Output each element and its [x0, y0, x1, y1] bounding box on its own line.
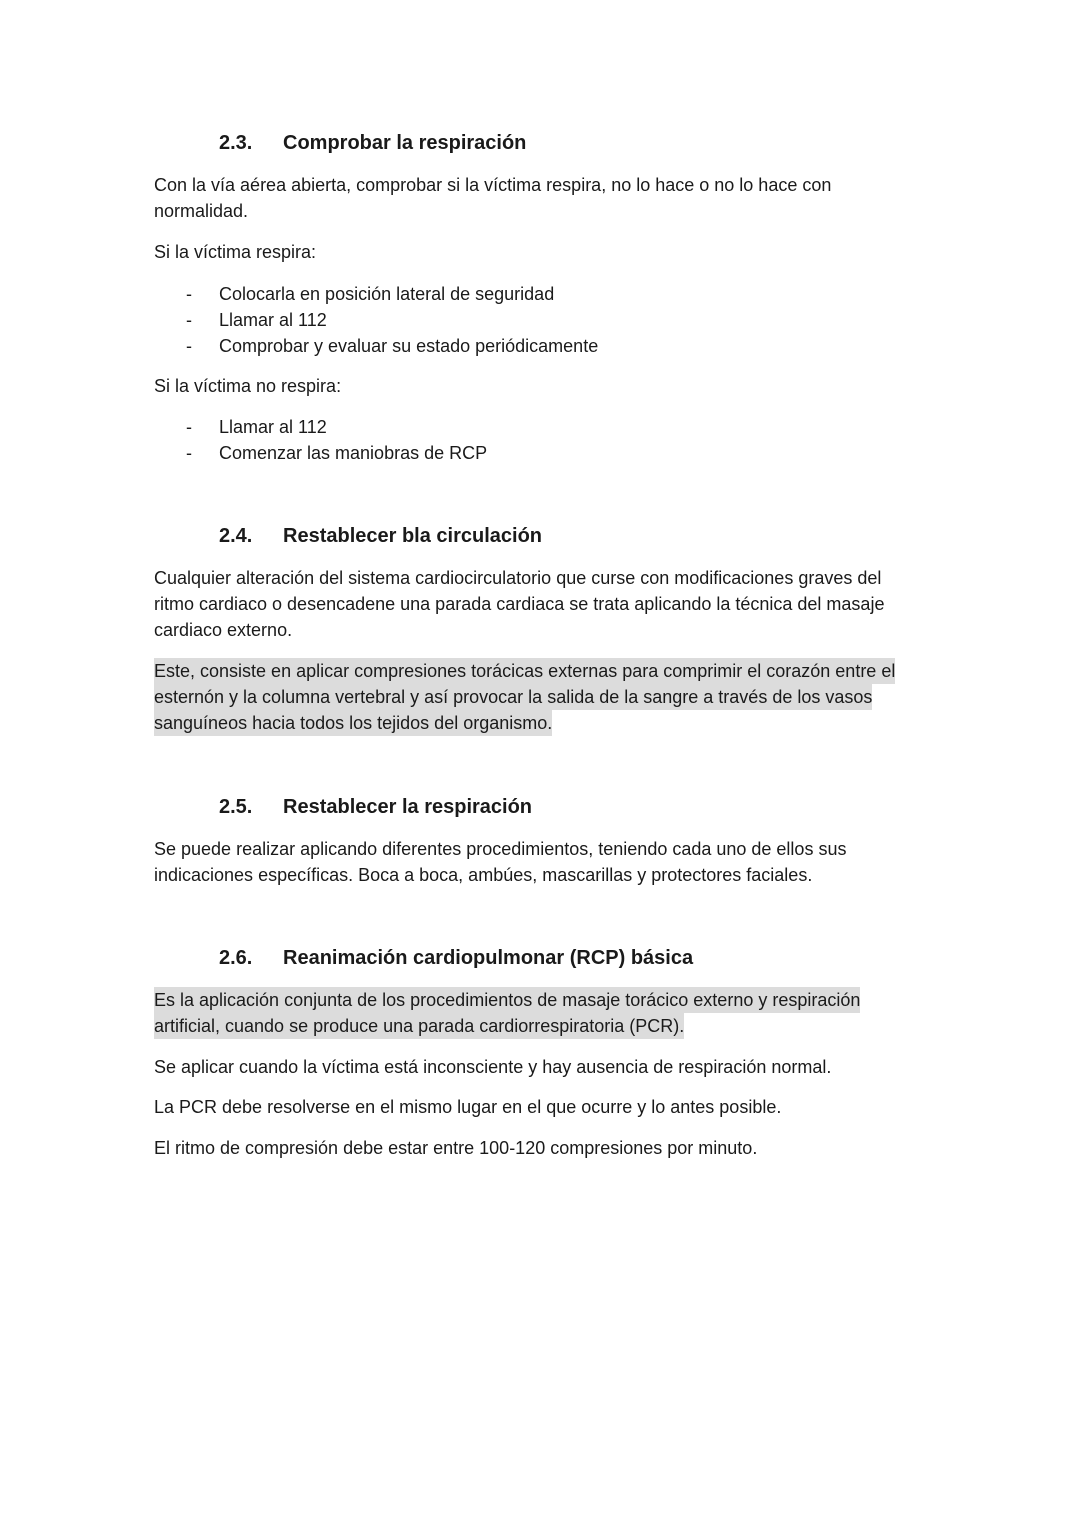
- section-title: Restablecer bla circulación: [283, 525, 543, 547]
- bullet-dash: -: [186, 417, 192, 437]
- list-item: Comenzar las maniobras de RCP: [219, 443, 488, 463]
- section-number: 2.6.: [219, 947, 253, 969]
- highlighted-line: Este, consiste en aplicar compresiones torácicas externas para comprimir el corazón entre el: [154, 658, 895, 684]
- bullet-dash: -: [186, 284, 192, 304]
- paragraph: Si la víctima respira:: [154, 242, 317, 262]
- section-title: Reanimación cardiopulmonar (RCP) básica: [283, 947, 694, 969]
- bullet-dash: -: [186, 443, 192, 463]
- section-title: Restablecer la respiración: [283, 796, 533, 818]
- paragraph-line: Se puede realizar aplicando diferentes procedimientos, teniendo cada uno de ellos sus: [154, 839, 847, 859]
- highlighted-line: artificial, cuando se produce una parada cardiorrespiratoria (PCR).: [154, 1013, 684, 1039]
- list-item: Colocarla en posición lateral de seguridad: [219, 284, 555, 304]
- highlighted-line: Es la aplicación conjunta de los procedimientos de masaje torácico externo y respiración: [154, 987, 860, 1013]
- bullet-dash: -: [186, 336, 192, 356]
- section-number: 2.3.: [219, 132, 253, 154]
- section-title: Comprobar la respiración: [283, 132, 527, 154]
- list-item: Llamar al 112: [219, 310, 327, 330]
- bullet-dash: -: [186, 310, 192, 330]
- paragraph-line: Cualquier alteración del sistema cardiocirculatorio que curse con modificaciones graves del: [154, 568, 882, 588]
- paragraph-line: Con la vía aérea abierta, comprobar si la víctima respira, no lo hace o no lo hace con: [154, 175, 832, 195]
- section-number: 2.5.: [219, 796, 253, 818]
- highlighted-line: sanguíneos hacia todos los tejidos del organismo.: [154, 710, 552, 736]
- list-item: Comprobar y evaluar su estado periódicamente: [219, 336, 599, 356]
- paragraph-line: indicaciones específicas. Boca a boca, ambúes, mascarillas y protectores faciales.: [154, 865, 813, 885]
- paragraph: Si la víctima no respira:: [154, 376, 342, 396]
- paragraph-line: cardiaco externo.: [154, 620, 293, 640]
- paragraph: La PCR debe resolverse en el mismo lugar en el que ocurre y lo antes posible.: [154, 1097, 782, 1117]
- section-number: 2.4.: [219, 525, 253, 547]
- paragraph: El ritmo de compresión debe estar entre 100-120 compresiones por minuto.: [154, 1138, 758, 1158]
- highlighted-line: esternón y la columna vertebral y así provocar la salida de la sangre a través de los vasos: [154, 684, 872, 710]
- paragraph-line: normalidad.: [154, 201, 249, 221]
- list-item: Llamar al 112: [219, 417, 327, 437]
- paragraph: Se aplicar cuando la víctima está inconsciente y hay ausencia de respiración normal.: [154, 1057, 832, 1077]
- paragraph-line: ritmo cardiaco o desencadene una parada cardiaca se trata aplicando la técnica del masaje: [154, 594, 885, 614]
